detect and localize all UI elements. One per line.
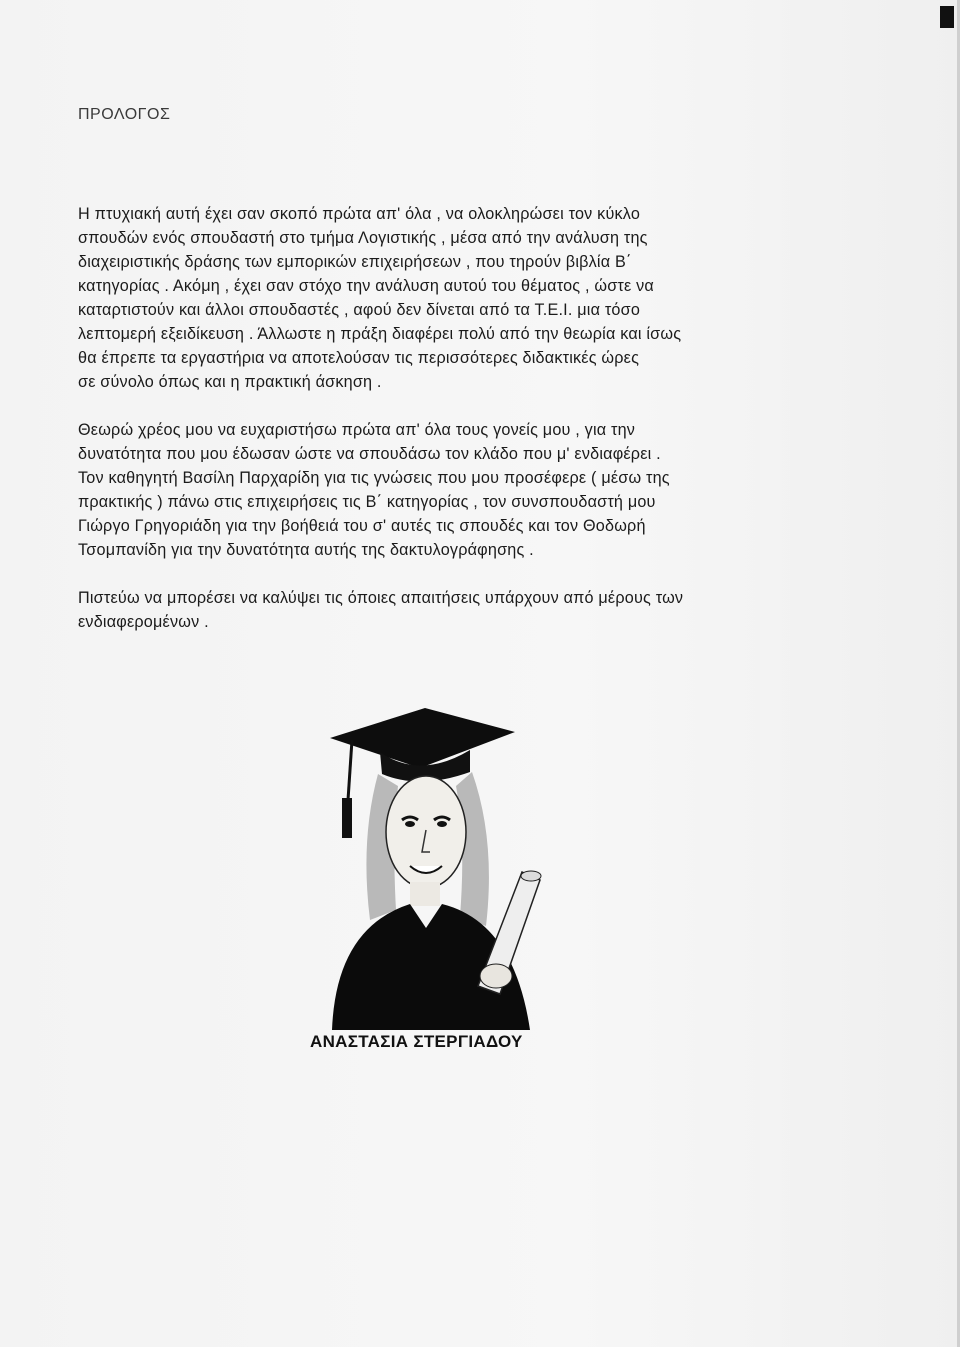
text-line: Θεωρώ χρέος μου να ευχαριστήσω πρώτα απ' όλα τους γονείς μου , για την (78, 421, 636, 439)
text-line: σε σύνολο όπως και η πρακτική άσκηση . (78, 373, 382, 391)
author-caption: ΑΝΑΣΤΑΣΙΑ ΣΤΕΡΓΙΑΔΟΥ (310, 1032, 523, 1051)
text-line: Τσομπανίδη για την δυνατότητα αυτής της δακτυλογράφησης . (78, 541, 534, 559)
paragraph-purpose (78, 202, 858, 394)
text-line: σπουδών ενός σπουδαστή στο τμήμα Λογιστικής , μέσα από την ανάλυση της (78, 229, 648, 247)
text-line: κατηγορίας . Ακόμη , έχει σαν στόχο την ανάλυση αυτού του θέματος , ώστε να (78, 277, 654, 295)
paragraph-thanks (78, 418, 858, 562)
text-line: καταρτιστούν και άλλοι σπουδαστές , αφού δεν δίνεται από τα Τ.Ε.Ι. μια τόσο (78, 301, 641, 319)
text-line: Πιστεύω να μπορέσει να καλύψει τις όποιες απαιτήσεις υπάρχουν από μέρους των (78, 589, 684, 607)
page-heading: ΠΡΟΛΟΓΟΣ (78, 106, 171, 123)
text-line: πρακτικής ) πάνω στις επιχειρήσεις τις Β΄ κατηγορίας , τον συνσπουδαστή μου (78, 493, 656, 511)
text-line: Η πτυχιακή αυτή έχει σαν σκοπό πρώτα απ' όλα , να ολοκληρώσει τον κύκλο (78, 205, 641, 223)
text-line: Τον καθηγητή Βασίλη Παρχαρίδη για τις γνώσεις που μου προσέφερε ( μέσω της (78, 469, 670, 487)
text-line: δυνατότητα που μου έδωσαν ώστε να σπουδάσω τον κλάδο που μ' ενδιαφέρει . (78, 445, 661, 463)
text-line: ενδιαφερομένων . (78, 613, 209, 631)
text-line: θα έπρεπε τα εργαστήρια να αποτελούσαν τις περισσότερες διδακτικές ώρες (78, 349, 640, 367)
text-line: λεπτομερή εξειδίκευση . Άλλωστε η πράξη διαφέρει πολύ από την θεωρία και ίσως (78, 325, 682, 343)
paragraph-closing (78, 586, 858, 634)
graduate-illustration (300, 690, 570, 1030)
text-line: Γιώργο Γρηγοριάδη για την βοήθειά του σ' αυτές τις σπουδές και τον Θοδωρή (78, 517, 646, 535)
graduate-icon (300, 690, 570, 1030)
corner-mark (940, 6, 954, 28)
text-line: διαχειριστικής δράσης των εμπορικών επιχειρήσεων , που τηρούν βιβλία Β΄ (78, 253, 632, 271)
